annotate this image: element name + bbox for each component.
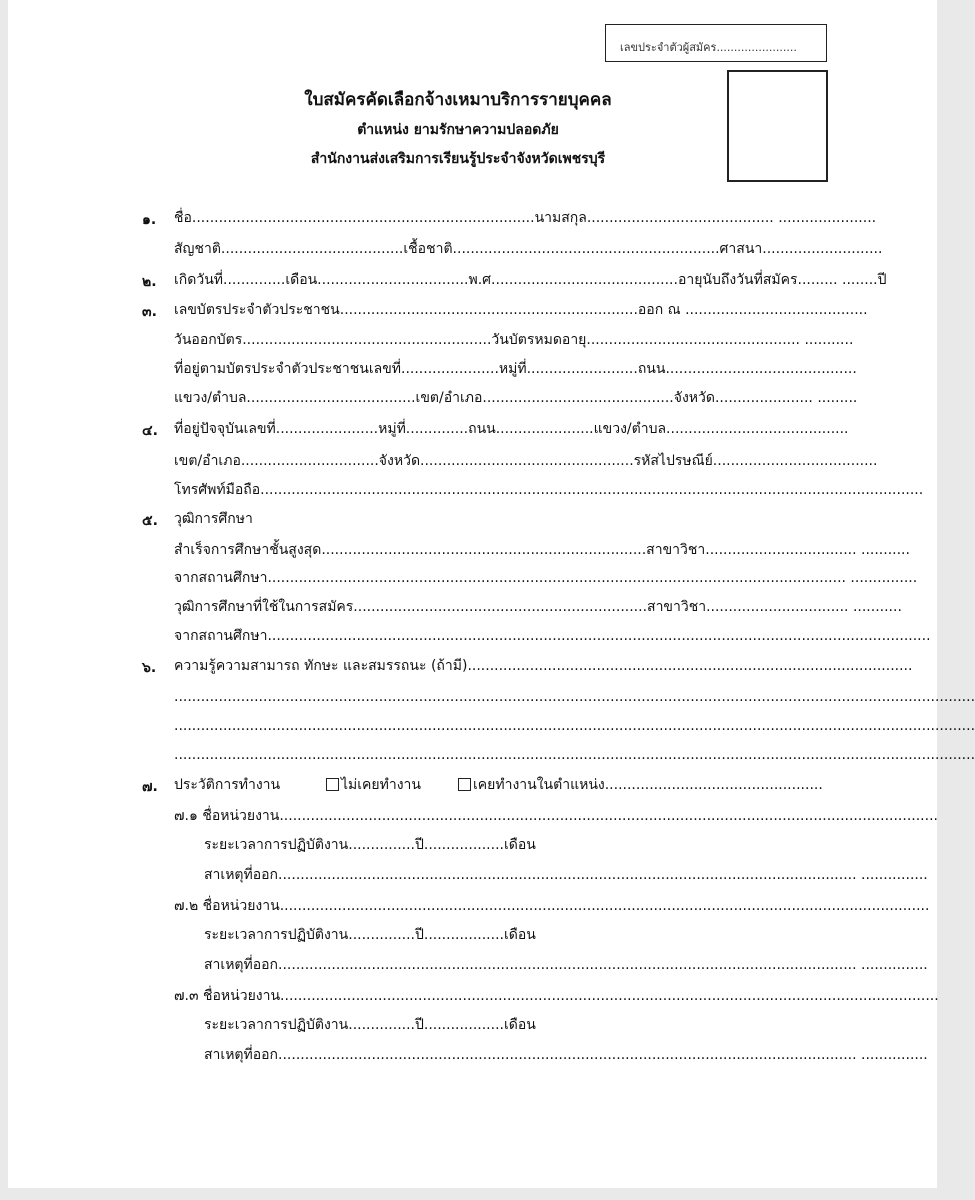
job-2-unit-line[interactable]: ๗.๒ ชื่อหน่วยงาน..................................................................................................................................................: [174, 898, 930, 914]
section-7-number: ๗.: [142, 779, 158, 795]
highest-degree-school-line[interactable]: จากสถานศึกษา.................................................................................................................................. ...............: [174, 570, 918, 586]
section-4-number: ๔.: [142, 423, 158, 439]
applicant-id-label: เลขประจำตัวผู้สมัคร.......................: [620, 41, 797, 54]
form-title: ใบสมัครคัดเลือกจ้างเหมาบริการรายบุคคล: [304, 90, 612, 110]
section-2-number: ๒.: [142, 274, 157, 290]
job-2-period-line[interactable]: ระยะเวลาการปฏิบัติงาน...............ปี..................เดือน: [204, 927, 536, 943]
applied-degree-school-line[interactable]: จากสถานศึกษา.....................................................................................................................................................: [174, 628, 931, 644]
job-2-reason-line[interactable]: สาเหตุที่ออก.................................................................................................................................. ...............: [204, 957, 928, 973]
skills-line-3[interactable]: ....................................................................................................................................................................................: [174, 718, 975, 734]
nationality-line[interactable]: สัญชาติ.........................................เชื้อชาติ............................................................ศาสนา...........................: [174, 241, 883, 257]
name-line[interactable]: ชื่อ.............................................................................นามสกุล.......................................... ......................: [174, 210, 877, 226]
job-1-period-line[interactable]: ระยะเวลาการปฏิบัติงาน...............ปี..................เดือน: [204, 837, 536, 853]
id-card-line[interactable]: เลขบัตรประจำตัวประชาชน...................................................................ออก ณ .........................................: [174, 302, 868, 318]
job-1-unit-line[interactable]: ๗.๑ ชื่อหน่วยงาน....................................................................................................................................................: [174, 808, 938, 824]
work-history-label: ประวัติการทำงาน: [174, 777, 281, 793]
section-3-number: ๓.: [142, 304, 157, 320]
section-6-number: ๖.: [142, 660, 157, 676]
worked-position-label: เคยทำงานในตำแหน่ง.................................................: [473, 777, 823, 793]
id-district-line[interactable]: แขวง/ตำบล......................................เขต/อำเภอ...........................................จังหวัด...................... .........: [174, 390, 858, 406]
birthdate-line[interactable]: เกิดวันที่..............เดือน..................................พ.ศ..........................................อายุนับถึงวันที่สมัคร......... ........ปี: [174, 272, 887, 288]
section-1-number: ๑.: [142, 212, 157, 228]
job-3-unit-line[interactable]: ๗.๓ ชื่อหน่วยงาน....................................................................................................................................................: [174, 988, 939, 1004]
current-address-line[interactable]: ที่อยู่ปัจจุบันเลขที่.......................หมู่ที่..............ถนน......................แขวง/ตำบล.........................................: [174, 421, 849, 437]
skills-line-2[interactable]: ....................................................................................................................................................................................: [174, 689, 975, 705]
applicant-id-box[interactable]: [605, 24, 827, 62]
worked-option[interactable]: [458, 774, 823, 796]
applied-degree-line[interactable]: วุฒิการศึกษาที่ใช้ในการสมัคร..................................................................สาขาวิชา................................ ...........: [174, 599, 902, 615]
never-worked-checkbox[interactable]: [326, 778, 339, 791]
job-3-reason-line[interactable]: สาเหตุที่ออก.................................................................................................................................. ...............: [204, 1047, 928, 1063]
mobile-line[interactable]: โทรศัพท์มือถือ.....................................................................................................................................................: [174, 482, 924, 498]
application-form-page: [8, 0, 975, 1188]
form-position: ตำแหน่ง ยามรักษาความปลอดภัย: [357, 122, 559, 138]
id-issue-line[interactable]: วันออกบัตร........................................................วันบัตรหมดอายุ................................................ ...........: [174, 332, 854, 348]
education-heading: วุฒิการศึกษา: [174, 511, 253, 527]
id-address-line[interactable]: ที่อยู่ตามบัตรประจำตัวประชาชนเลขที่......................หมู่ที่.........................ถนน...........................................: [174, 361, 857, 377]
never-worked-option[interactable]: [326, 774, 446, 796]
highest-degree-line[interactable]: สำเร็จการศึกษาชั้นสูงสุด.........................................................................สาขาวิชา.................................. ...........: [174, 542, 910, 558]
worked-checkbox[interactable]: [458, 778, 471, 791]
section-5-number: ๕.: [142, 513, 158, 529]
skills-line[interactable]: ความรู้ความสามารถ ทักษะ และสมรรถนะ (ถ้ามี)....................................................................................................: [174, 658, 913, 674]
form-office: สำนักงานส่งเสริมการเรียนรู้ประจำจังหวัดเพชรบุรี: [310, 151, 606, 167]
current-district-line[interactable]: เขต/อำเภอ...............................จังหวัด................................................รหัสไปรษณีย์.....................................: [174, 453, 878, 469]
job-3-period-line[interactable]: ระยะเวลาการปฏิบัติงาน...............ปี..................เดือน: [204, 1017, 536, 1033]
job-1-reason-line[interactable]: สาเหตุที่ออก.................................................................................................................................. ...............: [204, 867, 928, 883]
skills-line-4[interactable]: ....................................................................................................................................................................................: [174, 747, 975, 763]
never-worked-label: ไม่เคยทำงาน: [341, 777, 421, 793]
